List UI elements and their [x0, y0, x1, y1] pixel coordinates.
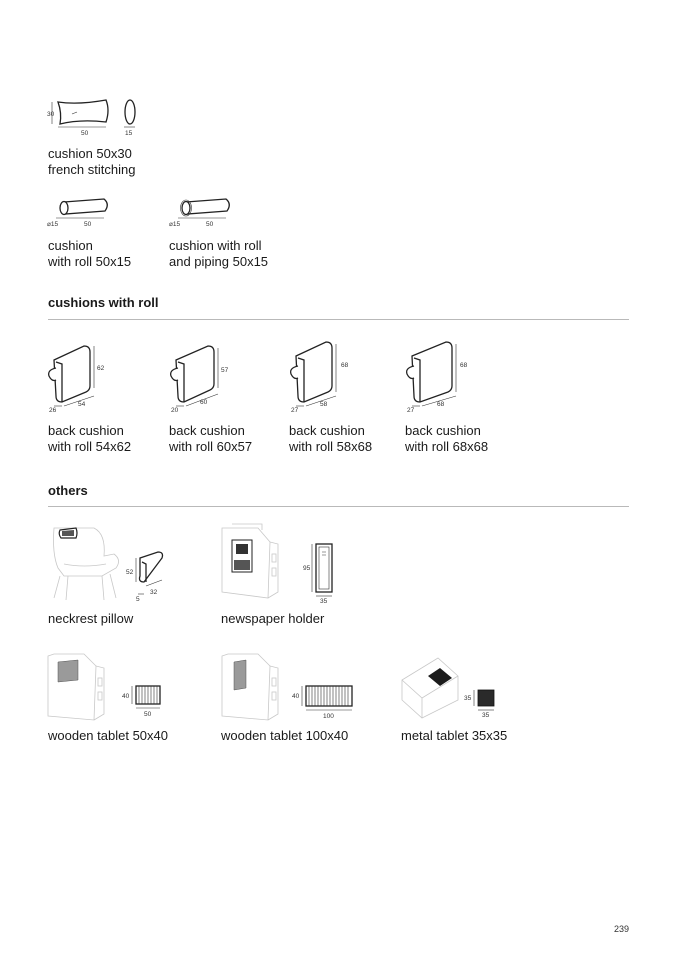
dim-height-label: 40 — [122, 693, 130, 700]
section-heading-cushions-with-roll: cushions with roll — [48, 295, 159, 310]
caption-cushion-with-roll-piping: cushion with roll and piping 50x15 — [169, 238, 269, 269]
back-cushion-58x68-drawing — [286, 336, 358, 414]
dim-width-label: 58 — [320, 401, 328, 408]
dim-height-label: 62 — [97, 365, 105, 372]
dim-height-label: 40 — [292, 693, 300, 700]
wooden-tablet-50x40-drawing — [44, 650, 174, 722]
caption-cushion-50x30: cushion 50x30 french stitching — [48, 146, 136, 177]
cushion-with-roll-piping-drawing — [166, 196, 236, 232]
dim-depth-label: 20 — [171, 407, 179, 414]
section-divider — [48, 319, 629, 320]
newspaper-holder-drawing — [218, 522, 358, 606]
dim-height-label: 68 — [460, 362, 468, 369]
section-divider — [48, 506, 629, 507]
wooden-tablet-100x40-drawing — [218, 650, 358, 722]
dim-diameter-label: ⌀15 — [47, 221, 59, 228]
cushion-50x30-drawing — [44, 96, 144, 138]
dim-depth-label: 27 — [291, 407, 299, 414]
back-cushion-54x62-drawing — [44, 342, 114, 414]
dim-width-label: 35 — [482, 712, 490, 719]
dim-height-label: 68 — [341, 362, 349, 369]
dim-height-label: 30 — [47, 111, 55, 118]
caption-wooden-tablet-50x40: wooden tablet 50x40 — [48, 728, 168, 743]
metal-tablet-35x35-drawing — [398, 652, 508, 722]
caption-back-cushion-68x68: back cushion with roll 68x68 — [405, 423, 489, 454]
dim-width-label: 100 — [323, 713, 334, 720]
caption-metal-tablet-35x35: metal tablet 35x35 — [401, 728, 508, 743]
dim-depth-label: 15 — [125, 130, 133, 137]
dim-width-label: 50 — [81, 130, 89, 137]
caption-newspaper-holder: newspaper holder — [221, 611, 325, 626]
dim-width-label: 68 — [437, 401, 445, 408]
caption-back-cushion-54x62: back cushion with roll 54x62 — [48, 423, 132, 454]
dim-length-label: 50 — [84, 221, 92, 228]
dim-length-label: 50 — [206, 221, 214, 228]
dim-width-label: 35 — [320, 598, 328, 605]
page-number: 239 — [613, 924, 629, 934]
neckrest-pillow-drawing — [44, 524, 174, 604]
caption-wooden-tablet-100x40: wooden tablet 100x40 — [221, 728, 349, 743]
back-cushion-68x68-drawing — [402, 336, 478, 414]
caption-back-cushion-60x57: back cushion with roll 60x57 — [169, 423, 253, 454]
dim-width-label: 54 — [78, 401, 86, 408]
dim-diameter-label: ⌀15 — [169, 221, 181, 228]
dim-depth-label: 26 — [49, 407, 57, 414]
dim-depth-label: 5 — [136, 596, 140, 603]
dim-width-label: 32 — [150, 589, 158, 596]
dim-height-label: 35 — [464, 695, 472, 702]
dim-height-label: 57 — [221, 367, 229, 374]
caption-cushion-with-roll: cushion with roll 50x15 — [48, 238, 132, 269]
caption-neckrest-pillow: neckrest pillow — [48, 611, 134, 626]
cushion-with-roll-drawing — [44, 196, 114, 232]
caption-back-cushion-58x68: back cushion with roll 58x68 — [289, 423, 373, 454]
section-heading-others: others — [48, 483, 88, 498]
dim-height-label: 52 — [126, 569, 134, 576]
dim-width-label: 50 — [144, 711, 152, 718]
back-cushion-60x57-drawing — [166, 342, 238, 414]
dim-height-label: 95 — [303, 565, 311, 572]
dim-depth-label: 27 — [407, 407, 415, 414]
dim-width-label: 60 — [200, 399, 208, 406]
